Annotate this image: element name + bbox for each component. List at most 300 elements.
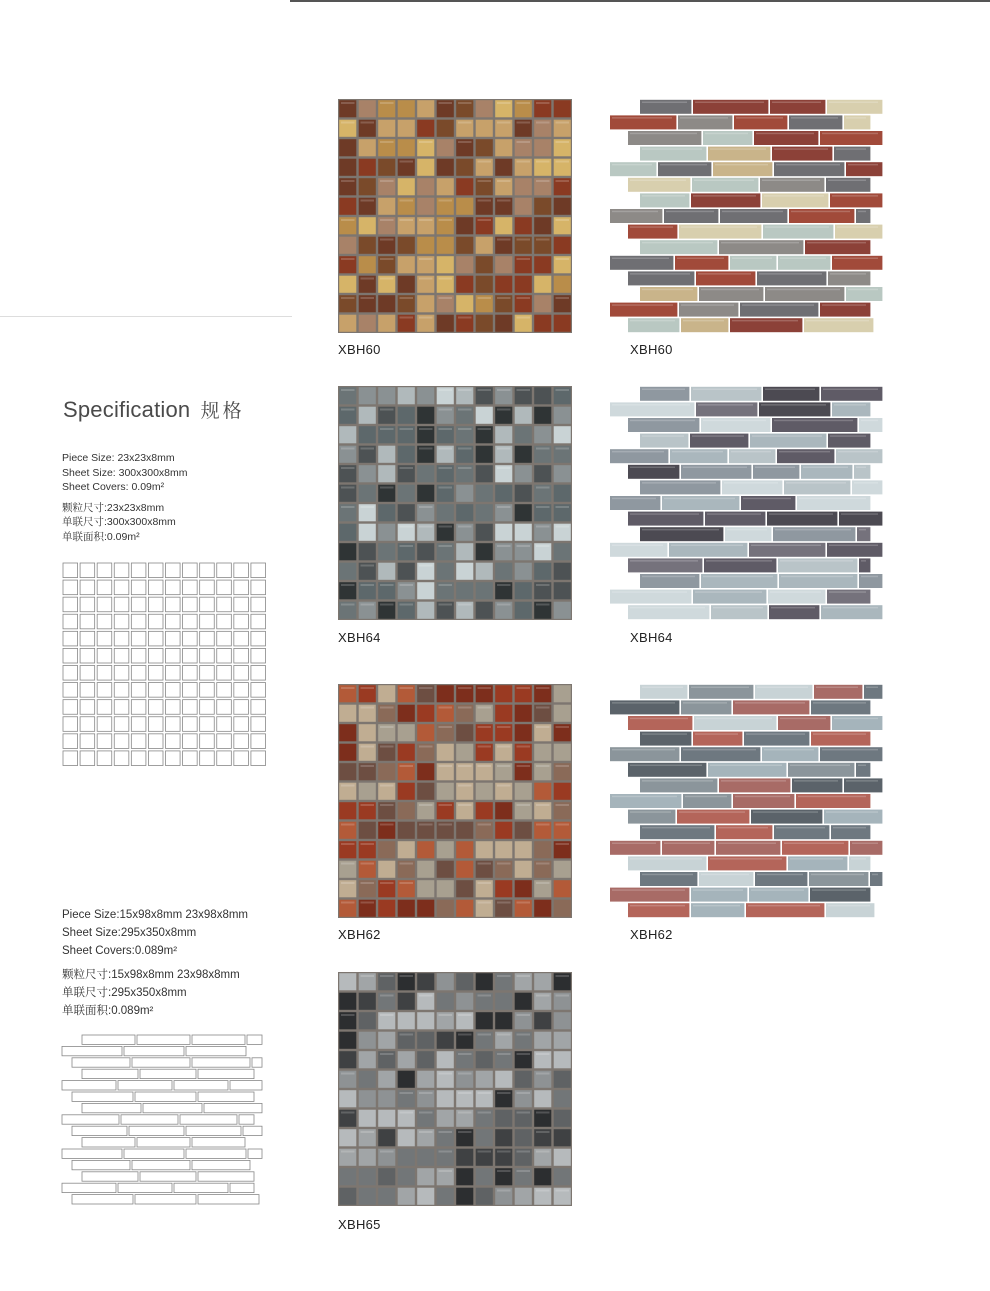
mosaic-chip: [476, 256, 493, 273]
strip-sheen: [736, 117, 783, 119]
mosaic-chip: [339, 763, 356, 780]
chip-sheen: [556, 1190, 570, 1192]
strip-sheen: [692, 435, 744, 437]
diagram-cell: [80, 666, 95, 681]
mosaic-chip: [398, 446, 415, 463]
mosaic-chip: [456, 724, 473, 741]
mosaic-chip: [339, 426, 356, 443]
strip-sheen: [732, 258, 772, 260]
strip-sheen: [752, 435, 822, 437]
mosaic-chip: [476, 543, 493, 560]
chip-sheen: [361, 506, 375, 508]
diagram-cell: [114, 631, 129, 646]
diagram-strip: [180, 1115, 237, 1124]
diagram-cell: [200, 666, 215, 681]
specification-title-cn: 规格: [200, 401, 245, 422]
chip-sheen: [497, 726, 511, 728]
strip-sheen: [774, 420, 853, 422]
chip-sheen: [536, 995, 550, 997]
mosaic-chip: [476, 485, 493, 502]
mosaic-chip: [378, 861, 395, 878]
spec-square-block: [62, 451, 188, 544]
diagram-cell: [251, 631, 266, 646]
chip-sheen: [380, 141, 394, 143]
chip-sheen: [439, 448, 453, 450]
chip-sheen: [419, 219, 433, 221]
mosaic-chip: [359, 485, 376, 502]
mosaic-chip: [378, 685, 395, 702]
strip-sheen: [695, 733, 738, 735]
mosaic-chip: [339, 973, 356, 990]
product-image-xbh62-strip: [610, 684, 886, 918]
diagram-strip: [82, 1138, 135, 1147]
diagram-strip: [174, 1081, 228, 1090]
product-image-xbh60-square: [338, 99, 572, 333]
mosaic-chip: [378, 1129, 395, 1146]
mosaic-chip: [476, 465, 493, 482]
diagram-strip: [82, 1069, 138, 1078]
diagram-cell: [166, 631, 181, 646]
strip-sheen: [703, 420, 766, 422]
diagram-cell: [234, 683, 249, 698]
diagram-cell: [114, 666, 129, 681]
strip-sheen: [743, 498, 791, 500]
chip-sheen: [517, 122, 531, 124]
mosaic-chip: [378, 900, 395, 917]
strip-sheen: [781, 576, 853, 578]
mosaic-chip: [476, 237, 493, 254]
diagram-cell: [200, 597, 215, 612]
mosaic-chip: [534, 387, 551, 404]
mosaic-chip: [456, 1188, 473, 1205]
mosaic-chip: [339, 159, 356, 176]
strip-sheen: [856, 467, 866, 469]
diagram-cell: [97, 751, 112, 766]
strip-sheen: [666, 211, 714, 213]
chip-sheen: [380, 882, 394, 884]
diagram-cell: [166, 700, 181, 715]
product-label: XBH62: [338, 927, 381, 942]
mosaic-chip: [456, 861, 473, 878]
diagram-strip: [140, 1172, 196, 1181]
strip-sheen: [832, 195, 878, 197]
chip-sheen: [536, 707, 550, 709]
mosaic-chip: [378, 504, 395, 521]
diagram-strip: [192, 1058, 250, 1067]
mosaic-chip: [456, 900, 473, 917]
diagram-strip: [124, 1046, 184, 1055]
diagram-cell: [200, 700, 215, 715]
mosaic-chip: [476, 315, 493, 332]
chip-sheen: [536, 102, 550, 104]
chip-sheen: [458, 448, 472, 450]
mosaic-chip: [398, 100, 415, 117]
mosaic-chip: [495, 426, 512, 443]
diagram-cell: [97, 563, 112, 578]
chip-sheen: [439, 487, 453, 489]
strip-sheen: [786, 482, 846, 484]
chip-sheen: [478, 161, 492, 163]
strip-sheen: [722, 211, 783, 213]
mosaic-chip: [398, 407, 415, 424]
mosaic-chip: [456, 295, 473, 312]
mosaic-chip: [378, 387, 395, 404]
strip-sheen: [642, 242, 713, 244]
chip-sheen: [536, 239, 550, 241]
chip-sheen: [517, 1112, 531, 1114]
chip-sheen: [497, 389, 511, 391]
chip-sheen: [478, 824, 492, 826]
strip-sheen: [721, 242, 799, 244]
chip-sheen: [458, 526, 472, 528]
strip-sheen: [746, 733, 805, 735]
diagram-cell: [63, 614, 78, 629]
strip-sheen: [828, 905, 870, 907]
strip-sheen: [861, 420, 878, 422]
mosaic-chip: [456, 217, 473, 234]
mosaic-chip: [476, 100, 493, 117]
mosaic-chip: [554, 485, 571, 502]
chip-sheen: [458, 707, 472, 709]
diagram-cell: [114, 614, 129, 629]
strip-sheen: [630, 420, 695, 422]
chip-sheen: [458, 1112, 472, 1114]
product-label: XBH62: [630, 927, 673, 942]
mosaic-chip: [417, 543, 434, 560]
chip-sheen: [439, 1170, 453, 1172]
mosaic-chip: [456, 237, 473, 254]
mosaic-chip: [534, 900, 551, 917]
chip-sheen: [419, 1131, 433, 1133]
mosaic-chip: [476, 1168, 493, 1185]
chip-sheen: [361, 707, 375, 709]
mosaic-chip: [417, 407, 434, 424]
mosaic-chip: [456, 1149, 473, 1166]
mosaic-chip: [554, 465, 571, 482]
chip-sheen: [439, 1151, 453, 1153]
diagram-cell: [131, 717, 146, 732]
diagram-cell: [148, 631, 163, 646]
spec-strip-sheet-covers-cn: 单联面积:0.089m²: [62, 1005, 154, 1017]
diagram-cell: [251, 648, 266, 663]
mosaic-chip: [417, 1071, 434, 1088]
mosaic-chip: [359, 256, 376, 273]
mosaic-chip: [534, 407, 551, 424]
mosaic-chip: [398, 1168, 415, 1185]
strip-sheen: [642, 874, 693, 876]
chip-sheen: [556, 297, 570, 299]
mosaic-chip: [437, 504, 454, 521]
diagram-cell: [63, 717, 78, 732]
chip-sheen: [497, 604, 511, 606]
product-label: XBH60: [630, 342, 673, 357]
diagram-cell: [200, 580, 215, 595]
diagram-cell: [166, 614, 181, 629]
chip-sheen: [341, 1073, 355, 1075]
mosaic-chip: [398, 993, 415, 1010]
mosaic-chip: [495, 1110, 512, 1127]
strip-sheen: [846, 780, 878, 782]
mosaic-chip: [417, 724, 434, 741]
chip-sheen: [458, 122, 472, 124]
mosaic-chip: [534, 315, 551, 332]
chip-sheen: [478, 389, 492, 391]
strip-sheen: [612, 889, 685, 891]
mosaic-chip: [515, 198, 532, 215]
strip-sheen: [642, 529, 719, 531]
mosaic-chip: [456, 1168, 473, 1185]
diagram-cell: [166, 751, 181, 766]
chip-sheen: [497, 545, 511, 547]
diagram-strip: [82, 1035, 135, 1044]
diagram-cell: [148, 563, 163, 578]
diagram-cell: [97, 700, 112, 715]
strip-sheen: [859, 529, 866, 531]
chip-sheen: [497, 448, 511, 450]
diagram-cell: [131, 666, 146, 681]
strip-sheen: [751, 889, 804, 891]
strip-sheen: [698, 404, 753, 406]
diagram-strip: [72, 1195, 133, 1204]
chip-sheen: [380, 746, 394, 748]
mosaic-chip: [417, 120, 434, 137]
mosaic-chip: [359, 724, 376, 741]
diagram-cell: [234, 717, 249, 732]
chip-sheen: [400, 161, 414, 163]
diagram-cell: [63, 666, 78, 681]
chip-sheen: [458, 804, 472, 806]
strip-sheen: [664, 498, 735, 500]
diagram-strip: [124, 1149, 184, 1158]
strip-sheen: [681, 226, 757, 228]
chip-sheen: [556, 975, 570, 977]
chip-sheen: [380, 1014, 394, 1016]
mosaic-chip: [495, 993, 512, 1010]
chip-sheen: [497, 1034, 511, 1036]
diagram-strip: [72, 1126, 127, 1135]
diagram-cell: [183, 631, 198, 646]
mosaic-chip: [339, 1168, 356, 1185]
mosaic-chip: [554, 1090, 571, 1107]
chip-sheen: [556, 258, 570, 260]
chip-sheen: [536, 765, 550, 767]
mosaic-chip: [456, 504, 473, 521]
diagram-cell: [251, 563, 266, 578]
chip-sheen: [419, 448, 433, 450]
mosaic-chip: [515, 485, 532, 502]
chip-sheen: [517, 297, 531, 299]
mosaic-chip: [417, 1188, 434, 1205]
chip-sheen: [517, 687, 531, 689]
mosaic-chip: [476, 1012, 493, 1029]
diagram-cell: [234, 580, 249, 595]
mosaic-chip: [339, 139, 356, 156]
mosaic-chip: [437, 237, 454, 254]
diagram-cell: [114, 700, 129, 715]
mosaic-chip: [476, 1071, 493, 1088]
strip-sheen: [642, 102, 687, 104]
strip-sheen: [866, 687, 878, 689]
chip-sheen: [341, 297, 355, 299]
mosaic-chip: [476, 582, 493, 599]
diagram-cell: [80, 683, 95, 698]
mosaic-chip: [437, 783, 454, 800]
mosaic-chip: [554, 563, 571, 580]
strip-sheen: [732, 320, 798, 322]
product-label: XBH64: [630, 630, 673, 645]
diagram-cell: [148, 666, 163, 681]
strip-sheen: [701, 874, 749, 876]
mosaic-chip: [398, 900, 415, 917]
mosaic-chip: [359, 465, 376, 482]
strip-sheen: [612, 451, 664, 453]
spec-square-sheet-size: Sheet Size: 300x300x8mm: [62, 466, 188, 479]
chip-sheen: [400, 1034, 414, 1036]
mosaic-chip: [554, 861, 571, 878]
strip-sheen: [630, 320, 675, 322]
chip-sheen: [361, 1131, 375, 1133]
mosaic-chip: [359, 1188, 376, 1205]
mosaic-chip: [476, 1188, 493, 1205]
strip-sheen: [612, 258, 669, 260]
chip-sheen: [419, 428, 433, 430]
mosaic-chip: [554, 1129, 571, 1146]
strip-sheen: [612, 843, 656, 845]
strip-sheen: [630, 811, 671, 813]
mosaic-chip: [378, 315, 395, 332]
diagram-strip: [252, 1058, 262, 1067]
diagram-cell: [131, 563, 146, 578]
chip-sheen: [536, 161, 550, 163]
strip-sheen: [846, 117, 866, 119]
strip-sheen: [612, 591, 687, 593]
mosaic-chip: [339, 724, 356, 741]
chip-sheen: [400, 975, 414, 977]
strip-sheen: [757, 874, 803, 876]
chip-sheen: [478, 863, 492, 865]
chip-sheen: [380, 487, 394, 489]
strip-sheen: [841, 513, 878, 515]
chip-sheen: [478, 687, 492, 689]
mosaic-chip: [417, 198, 434, 215]
mosaic-chip: [359, 159, 376, 176]
mosaic-chip: [398, 139, 415, 156]
mosaic-chip: [339, 1051, 356, 1068]
mosaic-chip: [515, 880, 532, 897]
strip-sheen: [642, 780, 713, 782]
spec-square-sheet-size-cn: 单联尺寸:300x300x8mm: [62, 516, 176, 528]
mosaic-chip: [534, 563, 551, 580]
chip-sheen: [556, 219, 570, 221]
mosaic-chip: [398, 256, 415, 273]
strip-sheen: [830, 273, 866, 275]
mosaic-chip: [339, 1090, 356, 1107]
mosaic-chip: [437, 178, 454, 195]
mosaic-chip: [359, 387, 376, 404]
strip-sheen: [828, 180, 866, 182]
mosaic-chip: [378, 1188, 395, 1205]
strip-sheen: [693, 389, 757, 391]
diagram-cell: [183, 700, 198, 715]
chip-sheen: [556, 843, 570, 845]
chip-sheen: [478, 297, 492, 299]
chip-sheen: [497, 239, 511, 241]
mosaic-chip: [339, 237, 356, 254]
diagram-cell: [166, 648, 181, 663]
mosaic-chip: [495, 139, 512, 156]
mosaic-chip: [476, 524, 493, 541]
strip-sheen: [612, 404, 690, 406]
mosaic-chip: [515, 276, 532, 293]
mosaic-chip: [495, 705, 512, 722]
strip-sheen: [780, 560, 853, 562]
mosaic-chip: [398, 822, 415, 839]
diagram-cell: [148, 683, 163, 698]
diagram-strip: [72, 1160, 130, 1169]
chip-sheen: [458, 1073, 472, 1075]
chip-sheen: [439, 1131, 453, 1133]
mosaic-chip: [359, 315, 376, 332]
chip-sheen: [400, 200, 414, 202]
strip-sheen: [799, 498, 866, 500]
mosaic-chip: [534, 256, 551, 273]
strip-sheen: [776, 827, 825, 829]
diagram-strip: [186, 1126, 241, 1135]
diagram-strip: [198, 1172, 254, 1181]
mosaic-chip: [495, 841, 512, 858]
chip-sheen: [400, 882, 414, 884]
mosaic-chip: [456, 582, 473, 599]
strip-sheen: [735, 702, 805, 704]
strip-sheen: [731, 451, 771, 453]
strip-sheen: [780, 258, 826, 260]
mosaic-chip: [495, 315, 512, 332]
mosaic-chip: [339, 198, 356, 215]
strip-sheen: [683, 702, 727, 704]
strip-sheen: [848, 164, 878, 166]
diagram-cell: [131, 700, 146, 715]
chip-sheen: [497, 122, 511, 124]
diagram-cell: [63, 683, 78, 698]
chip-sheen: [517, 1170, 531, 1172]
mosaic-chip: [554, 602, 571, 619]
mosaic-chip: [456, 159, 473, 176]
chip-sheen: [536, 882, 550, 884]
strip-sheen: [681, 304, 734, 306]
chip-sheen: [380, 785, 394, 787]
chip-sheen: [419, 278, 433, 280]
diagram-cell: [148, 700, 163, 715]
mosaic-chip: [437, 1032, 454, 1049]
chip-sheen: [341, 1151, 355, 1153]
mosaic-chip: [417, 763, 434, 780]
mosaic-chip: [359, 237, 376, 254]
diagram-strip: [230, 1183, 254, 1192]
mosaic-chip: [534, 217, 551, 234]
mosaic-chip: [359, 1168, 376, 1185]
chip-sheen: [439, 707, 453, 709]
strip-sheen: [612, 164, 652, 166]
chip-sheen: [419, 526, 433, 528]
chip-sheen: [478, 707, 492, 709]
chip-sheen: [341, 687, 355, 689]
diagram-strip: [82, 1172, 138, 1181]
chip-sheen: [361, 565, 375, 567]
diagram-strip: [62, 1046, 122, 1055]
mosaic-chip: [495, 524, 512, 541]
chip-sheen: [478, 1034, 492, 1036]
chip-sheen: [478, 882, 492, 884]
